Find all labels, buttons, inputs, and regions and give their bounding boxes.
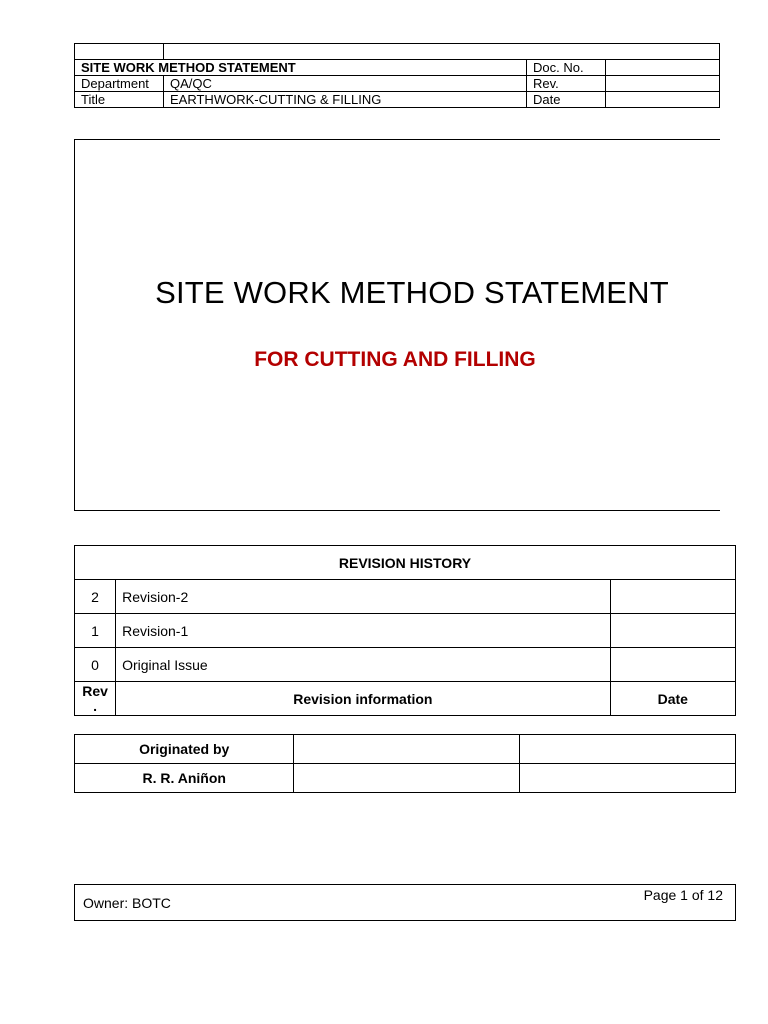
header-row-title [75, 92, 720, 108]
date-label: Date [527, 92, 606, 108]
document-header-table [74, 43, 720, 108]
col-info-header: Revision information [116, 682, 610, 716]
col-rev-header-line1: Rev [82, 682, 108, 699]
originated-by-label: Originated by [75, 735, 294, 764]
rev-date [610, 580, 735, 614]
revision-history-table [74, 545, 736, 716]
header-row-blank [75, 44, 720, 60]
page-number: Page 1 of 12 [643, 887, 723, 903]
rev-date [610, 648, 735, 682]
header-row-statement [75, 60, 720, 76]
docno-label: Doc. No. [527, 60, 606, 76]
rev-number: 0 [75, 648, 116, 682]
statement-label: SITE WORK METHOD STATEMENT [75, 60, 527, 76]
origination-blank-cell [520, 764, 736, 793]
origination-blank-cell [294, 735, 520, 764]
origination-name-row [75, 764, 736, 793]
rev-info: Revision-2 [116, 580, 610, 614]
title-label: Title [75, 92, 164, 108]
rev-number: 1 [75, 614, 116, 648]
col-date-header: Date [610, 682, 735, 716]
main-title: SITE WORK METHOD STATEMENT [155, 275, 669, 310]
rev-date [610, 614, 735, 648]
origination-table [74, 734, 736, 793]
header-blank-cell [75, 44, 164, 60]
owner-text: Owner: BOTC [83, 895, 171, 911]
department-value: QA/QC [164, 76, 527, 92]
rev-info: Revision-1 [116, 614, 610, 648]
table-row [75, 614, 736, 648]
date-value [606, 92, 720, 108]
rev-info: Original Issue [116, 648, 610, 682]
revision-heading-row [75, 546, 736, 580]
department-label: Department [75, 76, 164, 92]
table-row [75, 648, 736, 682]
rev-label: Rev. [527, 76, 606, 92]
title-value: EARTHWORK-CUTTING & FILLING [164, 92, 527, 108]
col-rev-header [75, 682, 116, 716]
table-row [75, 580, 736, 614]
header-row-department [75, 76, 720, 92]
col-rev-header-line2: . [93, 697, 97, 714]
revision-column-header-row [75, 682, 736, 716]
origination-label-row [75, 735, 736, 764]
originator-name: R. R. Aniñon [75, 764, 294, 793]
rev-number: 2 [75, 580, 116, 614]
origination-blank-cell [520, 735, 736, 764]
cover-title-box [74, 139, 720, 511]
page-footer [74, 884, 736, 921]
sub-title: FOR CUTTING AND FILLING [254, 348, 536, 371]
rev-value [606, 76, 720, 92]
origination-blank-cell [294, 764, 520, 793]
docno-value [606, 60, 720, 76]
revision-history-heading: REVISION HISTORY [75, 546, 736, 580]
header-blank-cell [164, 44, 720, 60]
